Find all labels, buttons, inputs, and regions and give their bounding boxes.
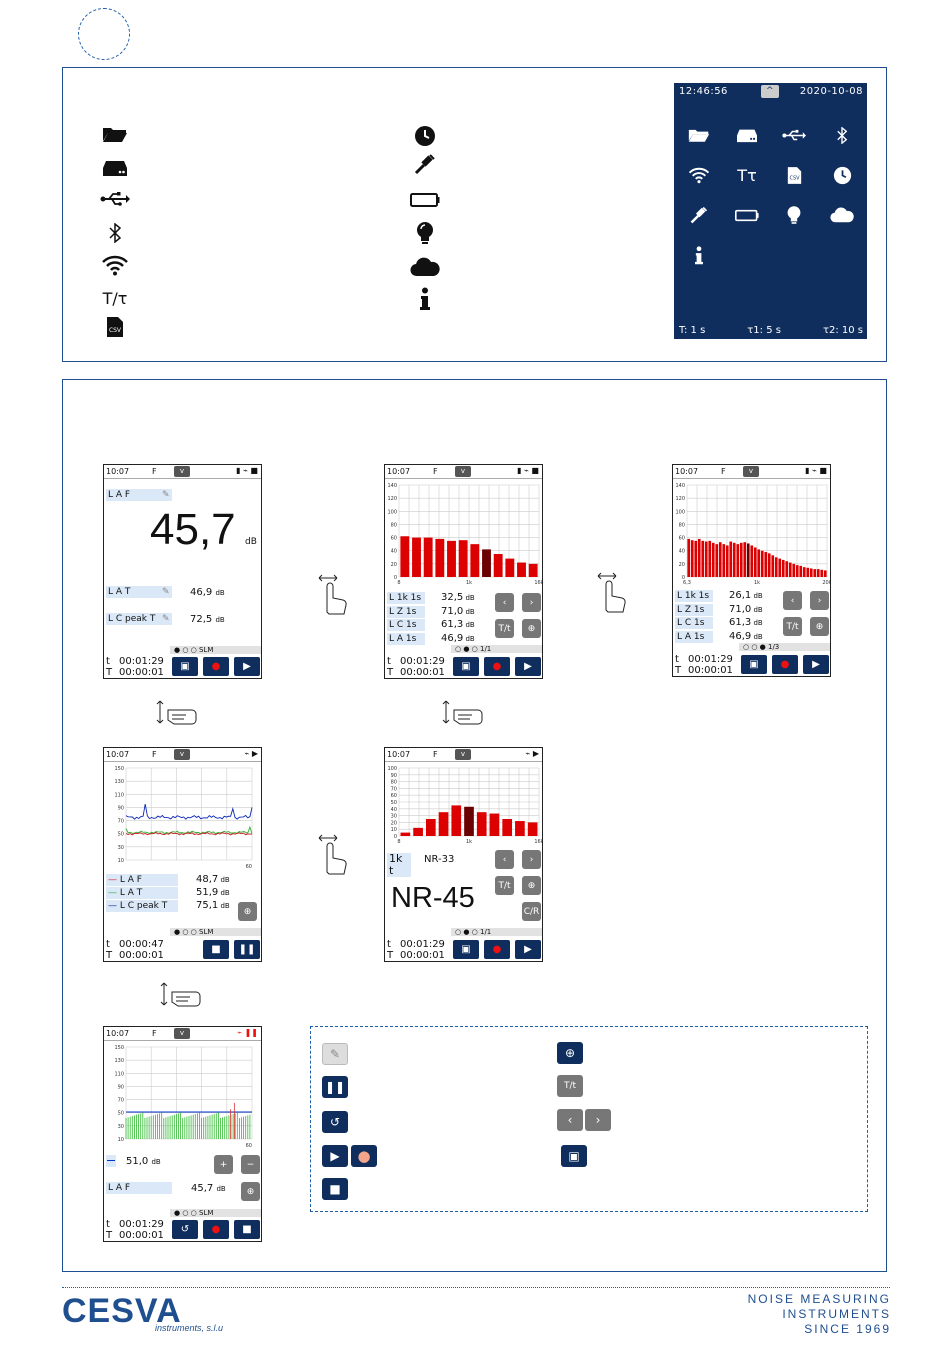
y-tick-label: 110 bbox=[114, 1071, 124, 1078]
page-nav[interactable]: ○ ○ ● 1/3 bbox=[739, 643, 830, 651]
y-tick-label: 80 bbox=[678, 522, 685, 529]
tt-toggle-button[interactable]: T/t bbox=[495, 619, 514, 638]
y-tick-label: 30 bbox=[117, 844, 124, 851]
icon-legend-panel bbox=[62, 67, 887, 362]
bar bbox=[799, 566, 802, 577]
bar bbox=[771, 555, 774, 577]
x-tick-label: 6,3 bbox=[683, 580, 691, 586]
row-label[interactable]: L A 1s bbox=[675, 631, 713, 643]
third-octave-chart bbox=[673, 481, 831, 587]
y-tick-label: 0 bbox=[393, 834, 397, 840]
play-button[interactable]: ▶ bbox=[515, 940, 541, 959]
zoom-button[interactable]: ⊕ bbox=[522, 876, 541, 895]
y-tick-label: 130 bbox=[114, 779, 124, 786]
csv-icon bbox=[99, 315, 131, 339]
swipe-vertical-icon bbox=[152, 698, 206, 728]
y-tick-label: 80 bbox=[390, 779, 397, 786]
y-tick-label: 150 bbox=[114, 1045, 124, 1051]
octave-chart bbox=[385, 481, 543, 589]
bar bbox=[726, 545, 729, 577]
bar bbox=[754, 547, 757, 577]
bar bbox=[439, 812, 449, 836]
record-button[interactable]: ● bbox=[484, 940, 510, 959]
pause-icon: ❚❚ bbox=[322, 1076, 348, 1098]
save-button[interactable]: ▣ bbox=[453, 940, 479, 959]
svg-text:CSV: CSV bbox=[108, 327, 122, 334]
main-label[interactable]: L A F bbox=[106, 489, 172, 501]
prev-button[interactable]: ‹ bbox=[495, 593, 514, 612]
main-screen bbox=[674, 83, 867, 339]
tt-toggle-button[interactable]: T/t bbox=[783, 617, 802, 636]
drive-button[interactable] bbox=[733, 123, 761, 147]
bar bbox=[464, 807, 474, 836]
zoom-icon: ⊕ bbox=[557, 1042, 583, 1064]
bar bbox=[687, 539, 690, 577]
y-tick-label: 100 bbox=[387, 766, 397, 772]
pencil-icon: ✎ bbox=[322, 1043, 348, 1065]
bar bbox=[400, 536, 409, 577]
y-tick-label: 70 bbox=[117, 818, 124, 825]
bar bbox=[764, 552, 767, 577]
swipe-vertical-icon bbox=[438, 698, 492, 728]
bar bbox=[494, 554, 503, 577]
y-tick-label: 60 bbox=[390, 535, 397, 542]
chevron-down-icon[interactable]: v bbox=[455, 749, 471, 760]
page-nav[interactable]: ○ ● ○ 1/1 bbox=[451, 928, 542, 936]
bar bbox=[451, 805, 461, 836]
bar bbox=[719, 542, 722, 577]
zoom-button[interactable]: ⊕ bbox=[238, 902, 257, 921]
nr-screen: 10:07 F v ⌁ ▶ 100 90 80 70 60 50 40 30 20 10 0 8 1k 16k 1k t NR-33 ‹ › T/t ⊕ C/R NR-45 ○ ● ○ 1/1 t 00:01:29 T 00:00:01 ▣ ● ▶ bbox=[384, 747, 543, 962]
row-value: 32,5 dB bbox=[441, 592, 475, 603]
status-icons: ▮ ⌁ ■ bbox=[236, 466, 258, 475]
y-tick-label: 120 bbox=[387, 496, 397, 503]
chevron-up-icon[interactable]: ^ bbox=[761, 85, 779, 98]
swipe-horizontal-icon bbox=[593, 570, 633, 616]
bar bbox=[482, 549, 491, 577]
info-button[interactable] bbox=[685, 243, 713, 267]
y-tick-label: 100 bbox=[675, 509, 685, 516]
bar bbox=[740, 543, 743, 577]
y-tick-label: 50 bbox=[117, 831, 124, 838]
y-tick-label: 80 bbox=[390, 522, 397, 529]
footer-divider bbox=[62, 1287, 890, 1288]
bar bbox=[505, 559, 514, 577]
pencil-icon[interactable]: ✎ bbox=[162, 490, 170, 500]
slogan: NOISE MEASURING INSTRUMENTS SINCE 1969 bbox=[747, 1292, 891, 1336]
prev-button[interactable]: ‹ bbox=[495, 850, 514, 869]
y-tick-label: 50 bbox=[390, 800, 397, 806]
bar bbox=[426, 819, 436, 836]
bar bbox=[768, 553, 771, 577]
main-value: 45,7 bbox=[150, 505, 236, 554]
pause-button[interactable]: ❚❚ bbox=[234, 940, 260, 959]
next-icon: › bbox=[585, 1109, 611, 1131]
row-label[interactable]: L C 1s bbox=[387, 619, 425, 631]
swipe-horizontal-icon bbox=[314, 572, 354, 618]
x-tick-label: 60 bbox=[245, 1143, 252, 1149]
save-icon: ▣ bbox=[561, 1145, 587, 1167]
bar bbox=[528, 822, 538, 836]
y-tick-label: 70 bbox=[390, 786, 397, 793]
bar bbox=[775, 557, 778, 577]
clock-button[interactable] bbox=[828, 163, 856, 187]
bar bbox=[490, 814, 500, 836]
pencil-icon[interactable]: ✎ bbox=[162, 614, 170, 624]
row2-value: 72,5 dB bbox=[190, 614, 225, 625]
bar bbox=[698, 539, 701, 577]
y-tick-label: 0 bbox=[681, 575, 685, 581]
plus-button[interactable]: + bbox=[214, 1155, 233, 1174]
threshold-value: 51,0 dB bbox=[126, 1156, 161, 1167]
time-history-screen: 10:07 F v ⌁ ▶ 150 130 110 90 70 50 30 10 60 ⊕ ● ○ ○ SLM t 00:00:47 T 00:00:01 ■ ❚❚ — L A F 48,7 dB — L A T 51,9 dB — L C peak T 75,1 dB bbox=[103, 747, 262, 962]
record-button[interactable]: ● bbox=[484, 657, 510, 676]
row-value: 51,9 dB bbox=[196, 887, 230, 898]
page-nav[interactable]: ● ○ ○ SLM bbox=[170, 646, 261, 654]
bar bbox=[401, 833, 411, 836]
row-label[interactable]: L 1k 1s bbox=[387, 592, 425, 604]
play-button[interactable]: ▶ bbox=[803, 655, 829, 674]
usb-button[interactable] bbox=[780, 123, 808, 147]
bar bbox=[743, 542, 746, 577]
stop-button[interactable]: ■ bbox=[234, 1220, 260, 1239]
row-value: 71,0 dB bbox=[441, 605, 475, 617]
bar bbox=[824, 570, 827, 577]
reset-button[interactable]: ↺ bbox=[172, 1220, 198, 1239]
brand-subtitle: instruments, s.l.u bbox=[155, 1323, 224, 1333]
cloud-button[interactable] bbox=[828, 203, 856, 227]
minus-button[interactable]: − bbox=[241, 1155, 260, 1174]
y-tick-label: 140 bbox=[387, 483, 397, 489]
play-button[interactable]: ▶ bbox=[515, 657, 541, 676]
bar bbox=[761, 551, 764, 577]
threshold-marker bbox=[106, 1155, 116, 1167]
bar bbox=[750, 545, 753, 577]
bar bbox=[810, 568, 813, 577]
y-tick-label: 20 bbox=[678, 561, 685, 568]
nr-curve-value: NR-33 bbox=[424, 854, 455, 865]
bar bbox=[413, 828, 423, 836]
third-octave-screen: 10:07 F v ▮ ⌁ ■ 140 120 100 80 60 40 20 0 6,3 1k 20k ‹ › T/t ⊕ ○ ○ ● 1/3 t 00:01:29 T 00:00:01 ▣ ● ▶ L 1k 1s 26,1 dB L Z 1s 71,0 dB L C 1s 61,3 dB L A 1s 46,9 dB bbox=[672, 464, 831, 677]
y-tick-label: 20 bbox=[390, 820, 397, 827]
prev-icon: ‹ bbox=[557, 1109, 583, 1131]
nr-chart bbox=[385, 764, 543, 848]
y-tick-label: 140 bbox=[675, 483, 685, 489]
bar bbox=[722, 544, 725, 577]
page-nav[interactable]: ● ○ ○ SLM bbox=[170, 928, 261, 936]
nr-band-label[interactable]: 1k t bbox=[387, 853, 411, 877]
swipe-horizontal-icon bbox=[314, 832, 354, 878]
y-tick-label: 60 bbox=[390, 793, 397, 800]
x-tick-label: 16k bbox=[534, 839, 544, 845]
row1-value: 46,9 dB bbox=[190, 587, 225, 598]
main-screen-date: 2020-10-08 bbox=[799, 86, 863, 97]
row-label[interactable]: — L A F bbox=[106, 874, 178, 886]
trigger-chart bbox=[104, 1043, 262, 1151]
bar bbox=[820, 570, 823, 577]
page-nav[interactable]: ● ○ ○ SLM bbox=[170, 1209, 261, 1217]
row-label[interactable]: L 1k 1s bbox=[675, 590, 713, 602]
bar bbox=[705, 542, 708, 577]
bar bbox=[477, 812, 487, 836]
row-value: 61,3 dB bbox=[729, 617, 763, 628]
row-value: 46,9 dB bbox=[441, 632, 475, 644]
bar bbox=[435, 539, 444, 577]
bar bbox=[813, 569, 816, 577]
slm-screen: 10:07 F v ▮ ⌁ ■ L A F ✎ 45,7 dB L A T ✎ 46,9 dB L C peak T ✎ 72,5 dB ● ○ ○ SLM t 00:01:29 T 00:00:01 ▣ ● ▶ bbox=[103, 464, 262, 679]
prev-button[interactable]: ‹ bbox=[783, 591, 802, 610]
bar bbox=[736, 544, 739, 577]
y-tick-label: 100 bbox=[387, 509, 397, 516]
bar bbox=[778, 559, 781, 577]
play-icon: ▶ bbox=[322, 1145, 348, 1167]
x-tick-label: 1k bbox=[753, 580, 761, 586]
cr-button[interactable]: C/R bbox=[522, 902, 541, 921]
bar bbox=[712, 543, 715, 577]
series-line bbox=[126, 827, 252, 834]
bar bbox=[502, 819, 512, 836]
stop-button[interactable]: ■ bbox=[203, 940, 229, 959]
y-tick-label: 60 bbox=[678, 535, 685, 542]
row-label[interactable]: L A 1s bbox=[387, 633, 425, 645]
x-tick-label: 16k bbox=[534, 580, 544, 586]
bar bbox=[782, 560, 785, 577]
bluetooth-button[interactable] bbox=[828, 123, 856, 147]
bar bbox=[517, 563, 526, 577]
bar bbox=[733, 543, 736, 577]
zoom-button[interactable]: ⊕ bbox=[241, 1182, 260, 1201]
x-tick-label: 8 bbox=[397, 839, 401, 845]
tt-toggle-button[interactable]: T/t bbox=[495, 876, 514, 895]
y-tick-label: 130 bbox=[114, 1058, 124, 1065]
play-button[interactable]: ▶ bbox=[234, 657, 260, 676]
usb-icon bbox=[99, 187, 131, 211]
octave-screen: 10:07 F v ▮ ⌁ ■ 140 120 100 80 60 40 20 0 8 1k 16k ‹ › T/t ⊕ ○ ● ○ 1/1 t 00:01:29 T 00:00:01 ▣ ● ▶ L 1k 1s 32,5 dB L Z 1s 71,0 dB L C 1s 61,3 dB L A 1s 46,9 dB bbox=[384, 464, 543, 679]
button-legend bbox=[310, 1026, 868, 1212]
row-value: 75,1 dB bbox=[196, 900, 230, 911]
chevron-down-icon[interactable]: v bbox=[174, 466, 190, 477]
svg-text:CSV: CSV bbox=[788, 175, 800, 182]
battery-button[interactable] bbox=[733, 203, 761, 227]
page-nav[interactable]: ○ ● ○ 1/1 bbox=[451, 645, 542, 653]
row2-label[interactable]: L C peak T bbox=[106, 613, 172, 625]
reset-icon: ↺ bbox=[322, 1111, 348, 1133]
bar bbox=[529, 564, 538, 577]
row-label[interactable]: L Z 1s bbox=[387, 606, 425, 618]
record-button[interactable]: ● bbox=[203, 1220, 229, 1239]
x-tick-label: 8 bbox=[397, 580, 401, 586]
chevron-down-icon[interactable]: v bbox=[174, 749, 190, 760]
row-value: 48,7 dB bbox=[196, 874, 230, 885]
wifi-button[interactable] bbox=[685, 163, 713, 187]
row-value: 46,9 dB bbox=[729, 630, 763, 642]
y-tick-label: 90 bbox=[117, 805, 124, 812]
row-label[interactable]: L C 1s bbox=[675, 617, 713, 629]
x-tick-label: 60 bbox=[245, 864, 252, 870]
stop-icon: ■ bbox=[322, 1178, 348, 1200]
row-value: 45,7 dB bbox=[191, 1183, 226, 1194]
drive-icon bbox=[99, 156, 131, 180]
chevron-down-icon[interactable]: v bbox=[743, 466, 759, 477]
bar bbox=[447, 541, 456, 577]
bulb-icon bbox=[409, 221, 441, 245]
row-label[interactable]: L A F bbox=[106, 1182, 172, 1194]
row-label[interactable]: L Z 1s bbox=[675, 604, 713, 616]
bar bbox=[424, 538, 433, 577]
next-button[interactable]: › bbox=[522, 850, 541, 869]
folder-icon bbox=[99, 122, 131, 146]
y-tick-label: 110 bbox=[114, 792, 124, 799]
calibrator-icon bbox=[409, 152, 441, 176]
row1-label[interactable]: L A T bbox=[106, 586, 172, 598]
save-button[interactable]: ▣ bbox=[453, 657, 479, 676]
bar bbox=[796, 565, 799, 577]
zoom-button[interactable]: ⊕ bbox=[522, 619, 541, 638]
pencil-icon[interactable]: ✎ bbox=[162, 587, 170, 597]
record-button[interactable]: ● bbox=[203, 657, 229, 676]
tt-button[interactable]: Tτ bbox=[737, 165, 757, 185]
y-tick-label: 10 bbox=[117, 858, 124, 864]
record-icon: ● bbox=[351, 1145, 377, 1167]
series-line bbox=[126, 804, 252, 819]
y-tick-label: 0 bbox=[393, 575, 397, 581]
time-history-chart bbox=[104, 764, 262, 872]
y-tick-label: 50 bbox=[117, 1110, 124, 1117]
y-tick-label: 10 bbox=[390, 827, 397, 834]
tt-toggle-icon: T/t bbox=[557, 1075, 583, 1097]
bar bbox=[757, 549, 760, 577]
page-number-circle bbox=[78, 8, 130, 60]
tt-icon: T/τ bbox=[102, 288, 128, 308]
bar bbox=[792, 564, 795, 577]
bar bbox=[785, 561, 788, 577]
swipe-vertical-icon bbox=[156, 980, 210, 1010]
bar bbox=[412, 538, 421, 577]
next-button[interactable]: › bbox=[522, 593, 541, 612]
calibrator-button[interactable] bbox=[685, 203, 713, 227]
y-tick-label: 90 bbox=[117, 1084, 124, 1091]
bar bbox=[806, 568, 809, 577]
y-tick-label: 10 bbox=[117, 1137, 124, 1143]
x-tick-label: 20k bbox=[822, 580, 832, 586]
row-value: 26,1 dB bbox=[729, 590, 763, 601]
y-tick-label: 20 bbox=[390, 561, 397, 568]
battery-icon bbox=[409, 188, 441, 212]
folder-button[interactable] bbox=[685, 123, 713, 147]
row-label[interactable]: — L A T bbox=[106, 887, 178, 899]
record-button[interactable]: ● bbox=[772, 655, 798, 674]
chevron-down-icon[interactable]: v bbox=[174, 1028, 190, 1039]
bar bbox=[747, 543, 750, 577]
bar bbox=[715, 544, 718, 577]
brand-logo: CESVA bbox=[62, 1292, 182, 1330]
trigger-screen: 10:07 F v ⌁ ❚❚ 150 130 110 90 70 50 30 10 60 51,0 dB + − L A F 45,7 dB ⊕ ● ○ ○ SLM t 00:01:29 T 00:00:01 ↺ ● ■ bbox=[103, 1026, 262, 1242]
wifi-icon bbox=[99, 253, 131, 277]
clock-icon bbox=[409, 124, 441, 148]
x-tick-label: 1k bbox=[465, 580, 473, 586]
bar bbox=[470, 544, 479, 577]
cloud-icon bbox=[409, 255, 441, 279]
x-tick-label: 1k bbox=[465, 839, 473, 845]
series-color-marker: — bbox=[108, 875, 120, 885]
bar bbox=[817, 569, 820, 577]
info-icon bbox=[409, 287, 441, 311]
bar bbox=[729, 542, 732, 577]
bar bbox=[515, 821, 525, 836]
main-screen-time: 12:46:56 bbox=[679, 86, 728, 97]
y-tick-label: 40 bbox=[678, 548, 685, 555]
row-value: 71,0 dB bbox=[729, 603, 763, 615]
row-label[interactable]: — L C peak T bbox=[106, 900, 178, 912]
y-tick-label: 30 bbox=[117, 1123, 124, 1130]
y-tick-label: 90 bbox=[390, 772, 397, 779]
save-button[interactable]: ▣ bbox=[741, 655, 767, 674]
series-color-marker: — bbox=[108, 888, 120, 898]
row-value: 61,3 dB bbox=[441, 619, 475, 630]
y-tick-label: 40 bbox=[390, 548, 397, 555]
y-tick-label: 30 bbox=[390, 813, 397, 820]
y-tick-label: 40 bbox=[390, 806, 397, 813]
bulb-button[interactable] bbox=[780, 203, 808, 227]
nr-result: NR-45 bbox=[391, 882, 475, 914]
bluetooth-icon bbox=[99, 221, 131, 245]
series-color-marker: — bbox=[108, 901, 120, 911]
save-button[interactable]: ▣ bbox=[172, 657, 198, 676]
bar bbox=[459, 540, 468, 577]
y-tick-label: 120 bbox=[675, 496, 685, 503]
bar bbox=[789, 563, 792, 577]
bar bbox=[708, 541, 711, 577]
bar bbox=[701, 541, 704, 577]
bar bbox=[694, 541, 697, 577]
y-tick-label: 70 bbox=[117, 1097, 124, 1104]
main-screen-footer: T: 1 s τ1: 5 s τ2: 10 s bbox=[679, 325, 863, 336]
chevron-down-icon[interactable]: v bbox=[455, 466, 471, 477]
bar bbox=[691, 540, 694, 577]
zoom-button[interactable]: ⊕ bbox=[810, 617, 829, 636]
next-button[interactable]: › bbox=[810, 591, 829, 610]
y-tick-label: 150 bbox=[114, 766, 124, 772]
bar bbox=[803, 567, 806, 577]
csv-button[interactable] bbox=[780, 163, 808, 187]
